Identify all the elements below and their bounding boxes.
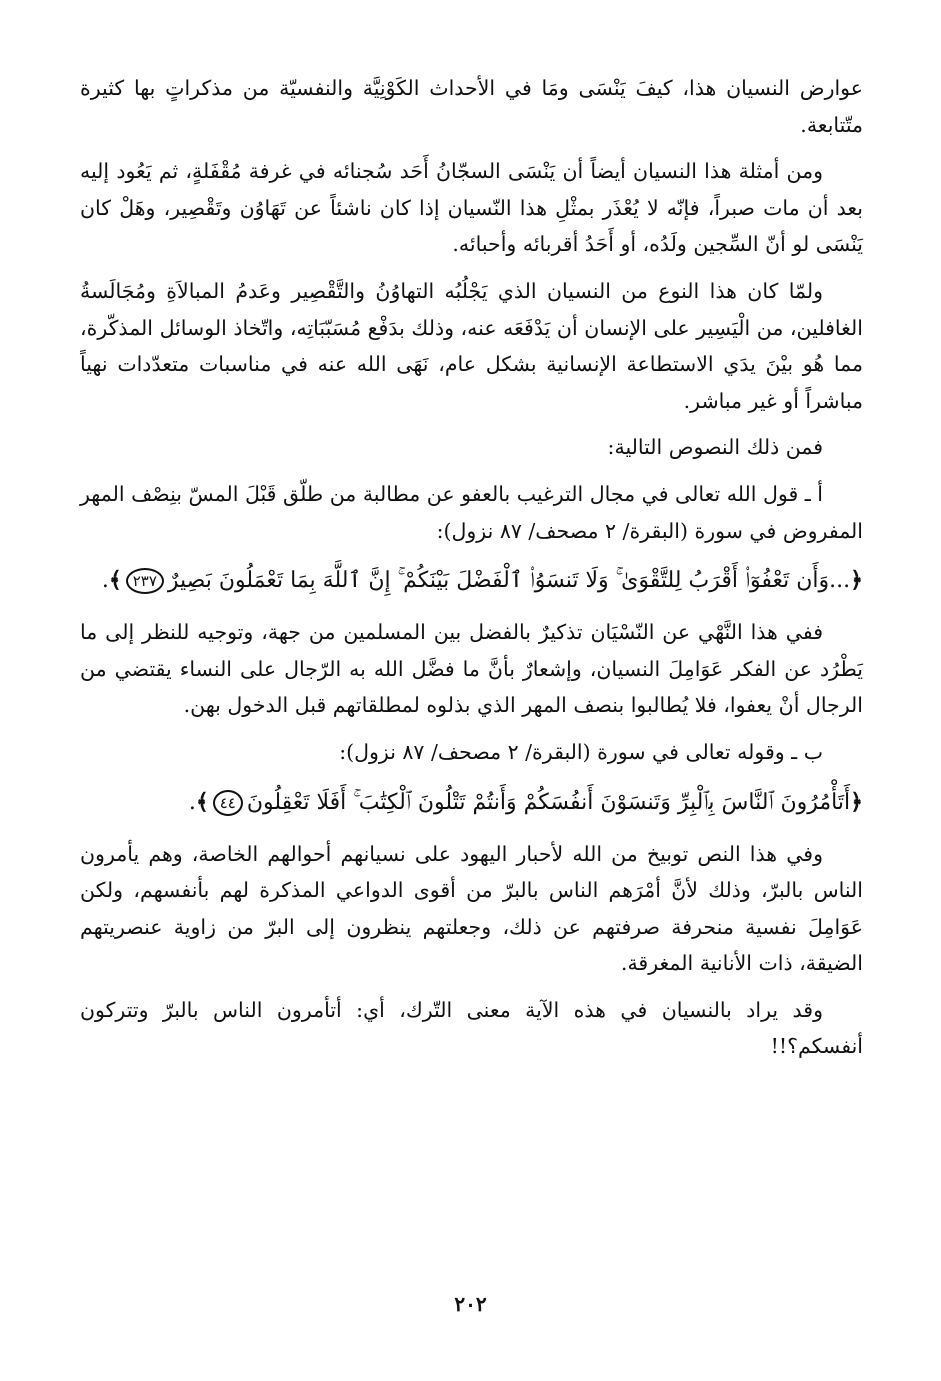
- item-a-intro: أ ـ قول الله تعالى في مجال الترغيب بالعفو عن مطالبة من طلّق قَبْلَ المسّ بنِصْف المهر المفروض في سورة (البقرة/ ٢ مصحف/ ٨٧ نزول):: [80, 481, 863, 543]
- paragraph-prison-example: ومن أمثلة هذا النسيان أيضاً أن يَنْسَى السجّانُ أَحَد سُجنائه في غرفة مُقْفَلةٍ، ثم يَعُود إليه بعد أن مات صبراً، فإنّه لا يُعْذَر بمثْلِ هذا النّسيان إذا كان ناشئاً عن تَهَاوُن وتَقْصِير، وهَلْ كان يَنْسَى لو أنّ السِّجين ولَدُه، أو أَحَدُ أقربائه وأحبائه.: [80, 159, 863, 257]
- verse-end-punctuation: .: [101, 568, 109, 594]
- paragraph-continuation: عوارض النسيان هذا، كيفَ يَنْسَى ومَا في الأحداث الكَوْنِيَّة والنفسيّة من مذكراتٍ بها كثيرة متّتابعة.: [80, 76, 863, 137]
- paragraph-texts-intro: فمن ذلك النصوص التالية:: [607, 435, 823, 460]
- page-body: [80, 70, 863, 1075]
- page-number: ٢٠٢: [454, 1292, 487, 1316]
- verse-text: أَتَأْمُرُونَ ٱلنَّاسَ بِٱلْبِرِّ وَتَنسَوْنَ أَنفُسَكُمْ وَأَنتُمْ تَتْلُونَ ٱلْكِتَٰبَ ۚ أَفَلَا تَعْقِلُونَ: [246, 789, 851, 815]
- verse-number-badge: ٢٣٧: [126, 568, 164, 594]
- verse-open-bracket: ﴿: [850, 567, 863, 594]
- verse-close-bracket: ﴾: [108, 567, 122, 594]
- item-b-commentary-2: وقد يراد بالنسيان في هذه الآية معنى التّرك، أي: أتأمرون الناس بالبرّ وتتركون أنفسكم؟!!: [80, 997, 863, 1059]
- quran-verse-a: [80, 559, 863, 602]
- verse-end-punctuation: .: [188, 789, 196, 815]
- item-b-intro: ب ـ وقوله تعالى في سورة (البقرة/ ٢ مصحف/ ٨٧ نزول):: [339, 739, 823, 764]
- paragraph-negligence: ولمّا كان هذا النوع من النسيان الذي يَجْلُبُه التهاوُنُ والتَّقْصِير وعَدمُ المبالاَةِ ومُجَالَسةُ الغافلين، من الْيَسِير على الإنسان أن يَدْفَعَه عنه، وذلك بدَفْع مُسَبّبَاتِه، واتّخاذ الوسائل المذكّرة، مما هُو بيْنَ يدَي الاستطاعة الإنسانية بشكل عام، نَهَى الله عنه في مناسبات متعدّدات نهياً مباشراً أو غير مباشر.: [80, 278, 863, 413]
- verse-close-bracket: ﴾: [195, 788, 209, 815]
- verse-number-badge: ٤٤: [213, 790, 243, 816]
- verse-text: ...وَأَن تَعْفُوٓا۟ أَقْرَبُ لِلتَّقْوَىٰ ۚ وَلَا تَنسَوُا۟ ٱلْفَضْلَ بَيْنَكُمْ ۚ إِنَّ ٱللَّهَ بِمَا تَعْمَلُونَ بَصِيرٌ: [167, 568, 851, 594]
- item-b-commentary: وفي هذا النص توبيخ من الله لأحبار اليهود على نسيانهم أحوالهم الخاصة، وهم يأمرون الناس بالبرّ، وذلك لأنَّ أمْرَهم الناس بالبرّ من أقوى الدواعي المذكرة لهم بأنفسهم، ولكن عَوَامِلَ نفسية منحرفة صرفتهم عن ذلك، وجعلتهم ينظرون إلى البرّ من زاوية عنصريتهم الضيقة، ذات الأنانية المغرقة.: [80, 841, 863, 976]
- quran-verse-b: [80, 781, 863, 824]
- item-a-commentary: ففي هذا النَّهْي عن النّسْيَان تذكيرٌ بالفضل بين المسلمين من جهة، وتوجيه للنظر إلى ما يَطْرُد عن الفكر عَوَامِلَ النسيان، وإشعارٌ بأنَّ ما فضَّل الله به الرّجال على النساء يقتضي من الرجال أنْ يعفوا، فلا يُطالبوا بنصف المهر الذي بذلوه لمطلقاتهم قبل الدخول بهن.: [80, 620, 863, 718]
- verse-open-bracket: ﴿: [850, 788, 863, 815]
